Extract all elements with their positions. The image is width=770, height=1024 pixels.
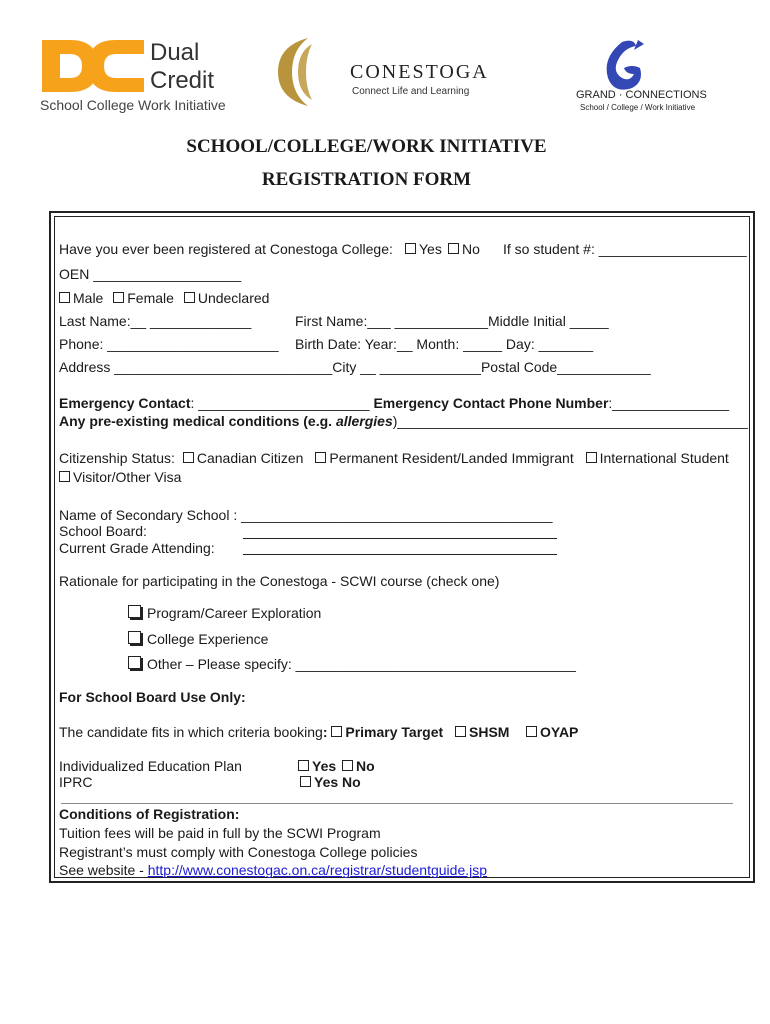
citizenship-canadian[interactable]: Canadian Citizen xyxy=(183,450,304,466)
criteria-shsm[interactable]: SHSM xyxy=(455,724,509,740)
school-board-line[interactable] xyxy=(243,538,557,539)
school-board-use-heading: For School Board Use Only: xyxy=(59,689,246,705)
condition-policies: Registrant’s must comply with Conestoga College policies xyxy=(59,844,418,860)
checkbox-icon xyxy=(298,760,309,771)
conestoga-name: CONESTOGA xyxy=(350,61,489,83)
iep-no[interactable]: No xyxy=(342,758,375,774)
school-board-label: School Board: xyxy=(59,523,147,539)
secondary-school-field[interactable]: Name of Secondary School : ________________________________________ xyxy=(59,507,553,523)
condition-tuition: Tuition fees will be paid in full by the SCWI Program xyxy=(59,825,381,841)
registered-no[interactable]: No xyxy=(448,241,480,257)
form-title-line1: SCHOOL/COLLEGE/WORK INITIATIVE xyxy=(186,136,547,157)
divider xyxy=(61,803,733,804)
checkbox-icon xyxy=(455,726,466,737)
gender-options xyxy=(59,290,269,306)
form-title-line2: REGISTRATION FORM xyxy=(261,169,472,190)
grand-connections-name: GRAND · CONNECTIONS xyxy=(576,89,707,101)
rationale-college-experience[interactable]: College Experience xyxy=(128,631,268,647)
birth-date-field[interactable]: Birth Date: Year:__ Month: _____ Day: _______ xyxy=(295,336,594,352)
criteria-oyap[interactable]: OYAP xyxy=(526,724,578,740)
criteria-row: The candidate fits in which criteria booking: Primary Target xyxy=(59,724,444,740)
citizenship-label: Citizenship Status: xyxy=(59,450,175,466)
registered-question: Have you ever been registered at Conestoga College: xyxy=(59,241,393,257)
rationale-other[interactable]: Other – Please specify: ____________________________________ xyxy=(128,656,576,672)
iprc-options[interactable]: Yes No xyxy=(300,774,361,790)
emergency-phone-label: Emergency Contact Phone Number xyxy=(373,395,609,411)
dual-text: Dual xyxy=(150,39,200,66)
iep-yes[interactable]: Yes xyxy=(298,758,336,774)
current-grade-label: Current Grade Attending: xyxy=(59,540,215,556)
conestoga-tagline: Connect Life and Learning xyxy=(352,86,470,97)
registered-yes[interactable]: Yes xyxy=(405,241,442,257)
checkbox-icon xyxy=(405,243,416,254)
last-name-field[interactable]: Last Name:__ _____________ xyxy=(59,313,252,329)
emergency-contact-row[interactable]: Emergency Contact: ______________________ Emergency Contact Phone Number:_______________ xyxy=(59,395,730,411)
website-row: See website - http://www.conestogac.on.ca/registrar/studentguide.jsp xyxy=(59,862,488,878)
citizenship-permanent-resident[interactable]: Permanent Resident/Landed Immigrant xyxy=(315,450,573,466)
checkbox-icon xyxy=(113,292,124,303)
checkbox-icon xyxy=(128,656,141,669)
checkbox-icon xyxy=(448,243,459,254)
checkbox-icon xyxy=(300,776,311,787)
grand-connections-tagline: School / College / Work Initiative xyxy=(580,103,696,112)
gender-female[interactable]: Female xyxy=(113,290,174,306)
iprc-label: IPRC xyxy=(59,774,93,790)
phone-field[interactable]: Phone: ______________________ xyxy=(59,336,279,352)
rationale-program-career[interactable]: Program/Career Exploration xyxy=(128,605,321,621)
emergency-contact-label: Emergency Contact xyxy=(59,395,191,411)
conditions-title: Conditions of Registration: xyxy=(59,806,240,822)
checkbox-icon xyxy=(59,471,70,482)
first-name-field[interactable]: First Name:___ ____________Middle Initial _____ xyxy=(295,313,609,329)
iep-label: Individualized Education Plan xyxy=(59,758,242,774)
checkbox-icon xyxy=(342,760,353,771)
checkbox-icon xyxy=(59,292,70,303)
gender-male[interactable]: Male xyxy=(59,290,103,306)
checkbox-icon xyxy=(331,726,342,737)
credit-text: Credit xyxy=(150,67,215,94)
grand-connections-logo xyxy=(574,38,724,114)
checkbox-icon xyxy=(586,452,597,463)
checkbox-icon xyxy=(526,726,537,737)
iep-options xyxy=(298,758,375,774)
checkbox-icon xyxy=(315,452,326,463)
oen-field[interactable]: OEN ___________________ xyxy=(59,266,242,282)
criteria-primary-target[interactable]: Primary Target xyxy=(331,724,443,740)
dual-credit-tagline: School College Work Initiative xyxy=(40,97,226,113)
citizenship-international[interactable]: International Student xyxy=(586,450,729,466)
citizenship-visitor[interactable]: Visitor/Other Visa xyxy=(59,469,181,485)
checkbox-icon xyxy=(128,631,141,644)
current-grade-line[interactable] xyxy=(243,554,557,555)
address-field[interactable]: Address ____________________________City __ _____________Postal Code____________ xyxy=(59,359,651,375)
checkbox-icon xyxy=(183,452,194,463)
rationale-label: Rationale for participating in the Conestoga - SCWI course (check one) xyxy=(59,573,500,589)
conestoga-logo xyxy=(274,38,514,106)
medical-conditions-row[interactable]: Any pre-existing medical conditions (e.g. allergies)_____________________________________________ xyxy=(59,413,748,429)
checkbox-icon xyxy=(184,292,195,303)
checkbox-icon xyxy=(128,605,141,618)
website-link[interactable]: http://www.conestogac.on.ca/registrar/studentguide.jsp xyxy=(147,862,488,878)
student-number-field[interactable]: If so student #: ___________________ xyxy=(503,241,747,257)
dual-credit-logo xyxy=(40,38,240,114)
citizenship-row xyxy=(59,450,729,466)
gender-undeclared[interactable]: Undeclared xyxy=(184,290,270,306)
